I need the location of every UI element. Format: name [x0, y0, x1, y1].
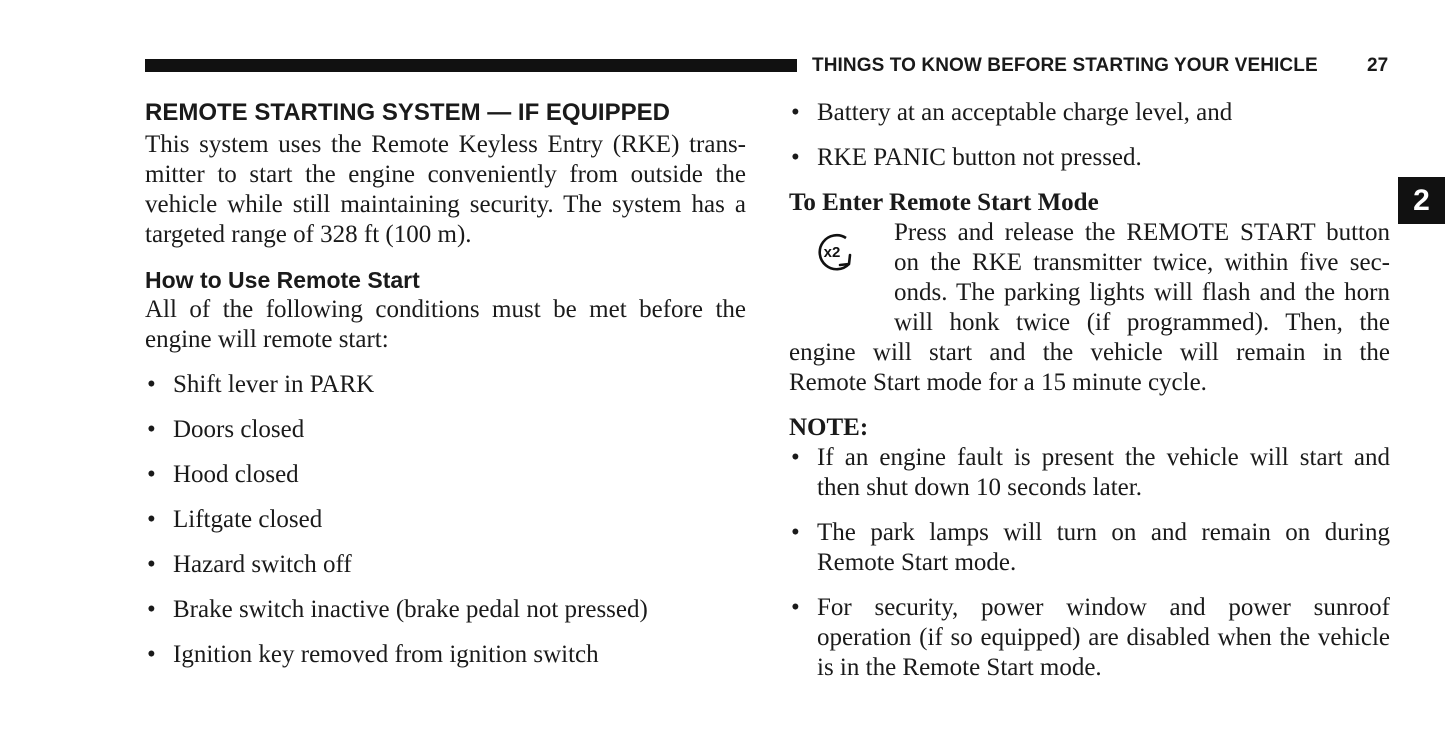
intro-line: targeted range of 328 ft (100 m).	[145, 221, 472, 248]
instruction-line: onds. The parking lights will flash and the horn	[894, 279, 1390, 306]
chapter-tab: 2	[1398, 177, 1445, 224]
instruction-line: on the RKE transmitter twice, within five sec-	[894, 249, 1390, 276]
conditions-line: engine will remote start:	[145, 326, 389, 353]
note-label: NOTE:	[789, 414, 869, 441]
section-heading: REMOTE STARTING SYSTEM — IF EQUIPPED	[145, 99, 670, 126]
subheading-enter-remote-start: To Enter Remote Start Mode	[789, 189, 1099, 216]
list-item: • Hazard switch off	[147, 551, 352, 578]
left-column	[145, 96, 746, 670]
instruction-line: will honk twice (if programmed). Then, the	[894, 309, 1390, 336]
list-item: • Liftgate closed	[147, 506, 323, 533]
enter-instructions	[789, 218, 1390, 398]
conditions-list	[145, 370, 746, 670]
list-item: • Doors closed	[147, 416, 305, 443]
list-item: • RKE PANIC button not pressed.	[791, 144, 1142, 171]
list-item: • Hood closed	[147, 461, 299, 488]
list-item: • Brake switch inactive (brake pedal not pressed)	[147, 596, 648, 623]
intro-line: vehicle while still maintaining security. The system has a	[145, 191, 746, 218]
header-rule	[145, 59, 797, 72]
subheading-how-to-use: How to Use Remote Start	[145, 267, 420, 293]
icon-label: x2	[823, 244, 841, 261]
conditions-paragraph	[145, 295, 746, 355]
instruction-line: engine will start and the vehicle will remain in the	[789, 339, 1390, 366]
list-item: • Battery at an acceptable charge level, and	[791, 99, 1233, 126]
page-number: 27	[1367, 55, 1389, 76]
note-list	[789, 443, 1390, 683]
intro-line: mitter to start the engine conveniently from outside the	[145, 161, 746, 188]
intro-line: This system uses the Remote Keyless Entry (RKE) trans-	[145, 131, 746, 158]
list-item: • The park lamps will turn on and remain on during Remote Start mode.	[791, 519, 1390, 576]
conditions-line: All of the following conditions must be met before the	[145, 296, 746, 323]
list-item: • If an engine fault is present the vehicle will start and then shut down 10 seconds later.	[791, 444, 1390, 501]
instruction-line: Remote Start mode for a 15 minute cycle.	[789, 369, 1207, 396]
right-column	[789, 96, 1390, 698]
remote-start-x2-icon	[809, 230, 859, 274]
intro-paragraph	[145, 130, 746, 250]
running-header-title: THINGS TO KNOW BEFORE STARTING YOUR VEHICLE	[812, 55, 1318, 76]
list-item: • Shift lever in PARK	[147, 371, 375, 398]
list-item: • Ignition key removed from ignition switch	[147, 641, 599, 668]
instruction-line: Press and release the REMOTE START button	[894, 219, 1390, 246]
conditions-list-continued	[789, 98, 1390, 173]
list-item: • For security, power window and power sunroof operation (if so equipped) are disabled when the vehicle is in the Remote Start mode.	[791, 594, 1390, 681]
